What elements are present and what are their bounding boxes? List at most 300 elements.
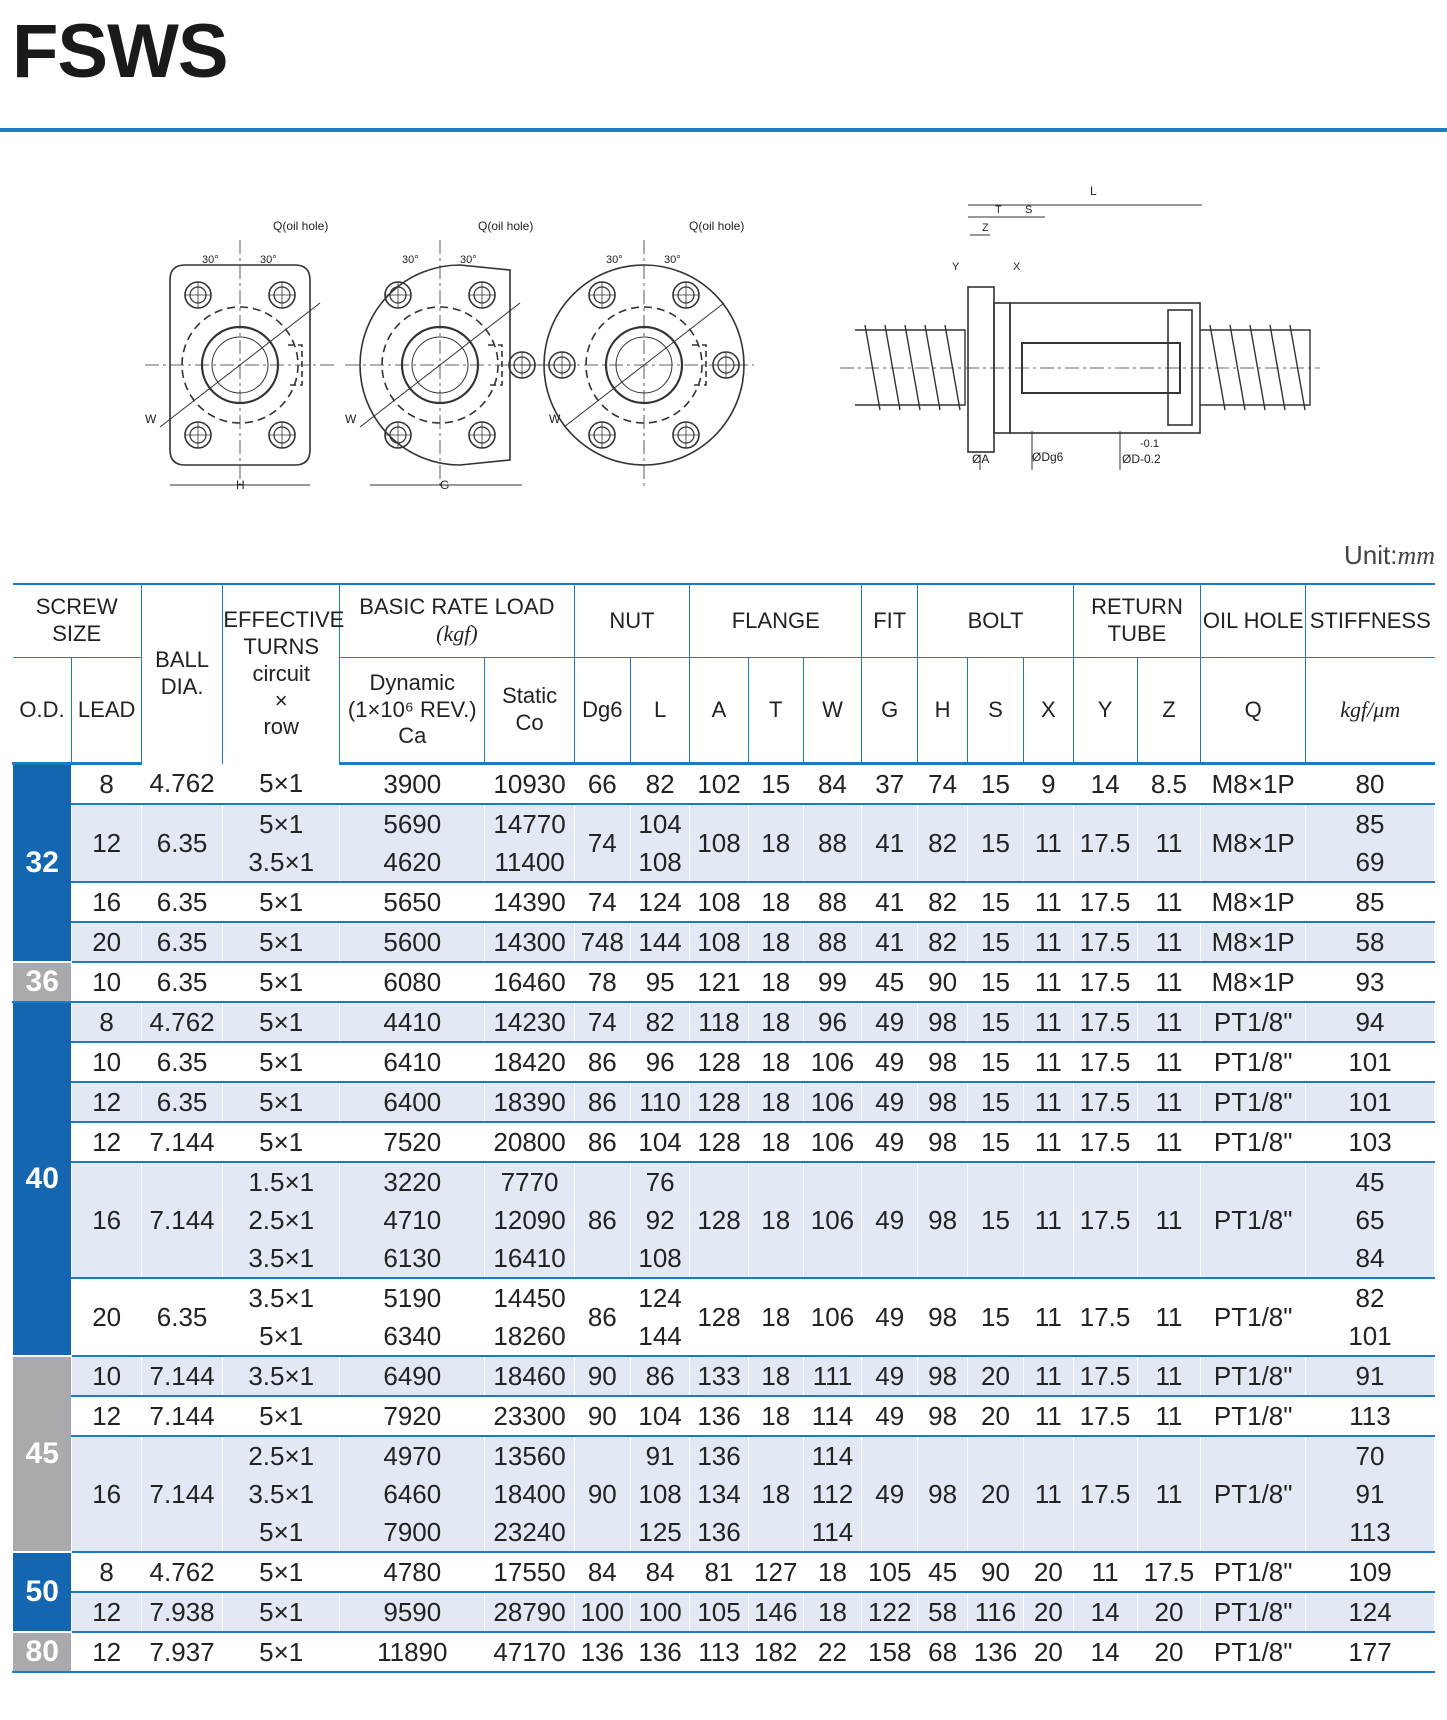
cell-tube-z: 11 (1137, 1122, 1201, 1162)
cell-tube-z: 20 (1137, 1592, 1201, 1632)
cell-stiffness: 45 65 84 (1306, 1162, 1435, 1278)
cell-nut-dg6: 90 (574, 1356, 630, 1396)
hdr-ca: Ca (398, 723, 427, 749)
page-title: FSWS (12, 9, 228, 94)
svg-text:T: T (995, 204, 1002, 216)
hdr-stiffness: STIFFNESS (1306, 584, 1435, 658)
cell-bolt-h: 68 (918, 1632, 968, 1672)
cell-fit-g: 158 (862, 1632, 918, 1672)
cell-tube-y: 11 (1073, 1552, 1137, 1592)
cell-stiffness: 94 (1306, 1002, 1435, 1042)
cell-fit-g: 49 (862, 1002, 918, 1042)
cell-bolt-x: 9 (1024, 764, 1074, 805)
cell-eff-turns: 5×1 3.5×1 (223, 804, 340, 882)
cell-flange-t: 18 (748, 1278, 803, 1356)
cell-fit-g: 49 (862, 1396, 918, 1436)
cell-dynamic-ca: 6490 (340, 1356, 485, 1396)
cell-static-co: 17550 (485, 1552, 574, 1592)
cell-lead: 12 (72, 1082, 141, 1122)
cell-stiffness: 70 91 113 (1306, 1436, 1435, 1552)
cell-nut-dg6: 74 (574, 804, 630, 882)
cell-static-co: 14450 18260 (485, 1278, 574, 1356)
cell-fit-g: 49 (862, 1122, 918, 1162)
cell-flange-t: 18 (748, 1436, 803, 1552)
cell-tube-z: 11 (1137, 1082, 1201, 1122)
cell-lead: 16 (72, 1162, 141, 1278)
cell-tube-y: 17.5 (1073, 1122, 1137, 1162)
hdr-w: W (803, 658, 861, 764)
cell-fit-g: 49 (862, 1436, 918, 1552)
cell-nut-dg6: 136 (574, 1632, 630, 1672)
cell-ball-dia: 7.937 (141, 1632, 223, 1672)
cell-tube-z: 17.5 (1137, 1552, 1201, 1592)
svg-text:Q(oil hole): Q(oil hole) (273, 219, 329, 233)
cell-tube-y: 17.5 (1073, 1082, 1137, 1122)
cell-bolt-x: 11 (1024, 1436, 1074, 1552)
cell-lead: 12 (72, 1396, 141, 1436)
cell-nut-l: 136 (630, 1632, 689, 1672)
cell-tube-z: 11 (1137, 1278, 1201, 1356)
cell-bolt-h: 74 (918, 764, 968, 805)
cell-nut-dg6: 66 (574, 764, 630, 805)
hdr-screw-size: SCREW SIZE (13, 584, 142, 658)
cell-oil-q: PT1/8" (1201, 1042, 1306, 1082)
cell-dynamic-ca: 7520 (340, 1122, 485, 1162)
cell-static-co: 14770 11400 (485, 804, 574, 882)
hdr-z: Z (1137, 658, 1201, 764)
cell-lead: 16 (72, 882, 141, 922)
svg-text:Y: Y (952, 261, 960, 273)
cell-flange-w: 106 (803, 1042, 861, 1082)
cell-flange-w: 106 (803, 1082, 861, 1122)
cell-nut-l: 144 (630, 922, 689, 962)
cell-eff-turns: 3.5×1 (223, 1356, 340, 1396)
cell-bolt-h: 98 (918, 1396, 968, 1436)
hdr-g: G (862, 658, 918, 764)
cell-oil-q: PT1/8" (1201, 1002, 1306, 1042)
cell-nut-l: 86 (630, 1356, 689, 1396)
cell-bolt-h: 82 (918, 804, 968, 882)
cell-ball-dia: 6.35 (141, 922, 223, 962)
cell-bolt-h: 82 (918, 882, 968, 922)
cell-tube-z: 11 (1137, 1396, 1201, 1436)
cell-bolt-s: 15 (967, 882, 1023, 922)
table-row (13, 1082, 1435, 1122)
cell-bolt-h: 98 (918, 1356, 968, 1396)
cell-bolt-s: 90 (967, 1552, 1023, 1592)
cell-flange-w: 88 (803, 882, 861, 922)
cell-tube-z: 11 (1137, 962, 1201, 1002)
cell-bolt-x: 11 (1024, 1002, 1074, 1042)
cell-bolt-x: 20 (1024, 1552, 1074, 1592)
cell-bolt-h: 98 (918, 1002, 968, 1042)
hdr-x: X (1024, 658, 1074, 764)
cell-fit-g: 49 (862, 1162, 918, 1278)
cell-tube-y: 17.5 (1073, 804, 1137, 882)
hdr-flange: FLANGE (690, 584, 862, 658)
cell-static-co: 14230 (485, 1002, 574, 1042)
technical-drawings (120, 184, 1320, 535)
cell-ball-dia: 6.35 (141, 804, 223, 882)
screw-od: 32 (13, 764, 72, 963)
cell-dynamic-ca: 6410 (340, 1042, 485, 1082)
hdr-lead: LEAD (72, 658, 141, 764)
cell-bolt-h: 98 (918, 1278, 968, 1356)
cell-flange-t: 18 (748, 1082, 803, 1122)
cell-oil-q: PT1/8" (1201, 1122, 1306, 1162)
hdr-ball-dia: BALL DIA. (141, 584, 223, 764)
cell-dynamic-ca: 5690 4620 (340, 804, 485, 882)
cell-dynamic-ca: 4780 (340, 1552, 485, 1592)
cell-flange-t: 127 (748, 1552, 803, 1592)
cell-bolt-h: 45 (918, 1552, 968, 1592)
table-row (13, 882, 1435, 922)
cell-tube-y: 14 (1073, 1592, 1137, 1632)
cell-dynamic-ca: 11890 (340, 1632, 485, 1672)
cell-stiffness: 109 (1306, 1552, 1435, 1592)
cell-fit-g: 45 (862, 962, 918, 1002)
cell-oil-q: PT1/8" (1201, 1632, 1306, 1672)
cell-nut-l: 84 (630, 1552, 689, 1592)
hdr-times: × (274, 687, 288, 713)
table-row (13, 1162, 1435, 1278)
svg-text:L: L (1090, 184, 1097, 198)
hdr-l: L (630, 658, 689, 764)
cell-oil-q: PT1/8" (1201, 1082, 1306, 1122)
cell-oil-q: PT1/8" (1201, 1592, 1306, 1632)
cell-oil-q: M8×1P (1201, 882, 1306, 922)
table-row (13, 962, 1435, 1002)
table-row (13, 1002, 1435, 1042)
cell-dynamic-ca: 4410 (340, 1002, 485, 1042)
cell-tube-y: 17.5 (1073, 1162, 1137, 1278)
cell-flange-a: 108 (690, 882, 748, 922)
cell-tube-z: 11 (1137, 1002, 1201, 1042)
cell-dynamic-ca: 3220 4710 6130 (340, 1162, 485, 1278)
cell-bolt-x: 11 (1024, 882, 1074, 922)
cell-nut-dg6: 78 (574, 962, 630, 1002)
table-row (13, 1436, 1435, 1552)
svg-text:W: W (345, 412, 357, 426)
cell-tube-y: 14 (1073, 764, 1137, 805)
nut-view-square (145, 219, 335, 492)
cell-dynamic-ca: 5650 (340, 882, 485, 922)
cell-bolt-x: 11 (1024, 804, 1074, 882)
cell-nut-dg6: 86 (574, 1162, 630, 1278)
cell-flange-t: 182 (748, 1632, 803, 1672)
cell-stiffness: 58 (1306, 922, 1435, 962)
cell-fit-g: 41 (862, 804, 918, 882)
cell-eff-turns: 5×1 (223, 1396, 340, 1436)
cell-tube-z: 20 (1137, 1632, 1201, 1672)
svg-text:S: S (1025, 204, 1033, 216)
cell-bolt-x: 20 (1024, 1632, 1074, 1672)
cell-nut-dg6: 86 (574, 1042, 630, 1082)
cell-flange-w: 18 (803, 1552, 861, 1592)
hdr-basic-load-text: BASIC RATE LOAD (359, 594, 555, 620)
hdr-co: Co (515, 710, 544, 735)
cell-oil-q: PT1/8" (1201, 1396, 1306, 1436)
cell-tube-z: 11 (1137, 922, 1201, 962)
svg-text:W: W (549, 412, 561, 426)
nut-view-round (534, 219, 754, 490)
table-row (13, 922, 1435, 962)
hdr-static (485, 658, 574, 764)
cell-dynamic-ca: 6400 (340, 1082, 485, 1122)
cell-tube-y: 17.5 (1073, 1436, 1137, 1552)
svg-text:-0.1: -0.1 (1140, 438, 1159, 450)
cell-tube-y: 17.5 (1073, 962, 1137, 1002)
cell-nut-dg6: 90 (574, 1396, 630, 1436)
cell-nut-l: 124 (630, 882, 689, 922)
cell-static-co: 7770 12090 16410 (485, 1162, 574, 1278)
svg-text:Z: Z (982, 222, 989, 234)
cell-nut-dg6: 74 (574, 1002, 630, 1042)
cell-nut-l: 82 (630, 1002, 689, 1042)
cell-stiffness: 101 (1306, 1082, 1435, 1122)
cell-ball-dia: 7.144 (141, 1162, 223, 1278)
cell-oil-q: M8×1P (1201, 922, 1306, 962)
cell-lead: 12 (72, 1122, 141, 1162)
cell-flange-a: 128 (690, 1042, 748, 1082)
cell-nut-l: 82 (630, 764, 689, 805)
cell-bolt-x: 11 (1024, 1396, 1074, 1436)
cell-bolt-x: 11 (1024, 1162, 1074, 1278)
hdr-h: H (918, 658, 968, 764)
cell-bolt-s: 20 (967, 1396, 1023, 1436)
cell-bolt-s: 15 (967, 1122, 1023, 1162)
cell-dynamic-ca: 4970 6460 7900 (340, 1436, 485, 1552)
cell-static-co: 18390 (485, 1082, 574, 1122)
cell-bolt-s: 15 (967, 1162, 1023, 1278)
hdr-dynamic (340, 658, 485, 764)
cell-stiffness: 85 (1306, 882, 1435, 922)
table-row (13, 1552, 1435, 1592)
cell-nut-dg6: 84 (574, 1552, 630, 1592)
cell-ball-dia: 7.144 (141, 1356, 223, 1396)
cell-bolt-s: 15 (967, 764, 1023, 805)
cell-ball-dia: 4.762 (141, 1002, 223, 1042)
hdr-y: Y (1073, 658, 1137, 764)
cell-bolt-x: 11 (1024, 1356, 1074, 1396)
cell-eff-turns: 5×1 (223, 882, 340, 922)
cell-flange-a: 105 (690, 1592, 748, 1632)
table-row (13, 1122, 1435, 1162)
cell-flange-a: 108 (690, 922, 748, 962)
cell-nut-l: 110 (630, 1082, 689, 1122)
cell-flange-w: 88 (803, 804, 861, 882)
cell-nut-dg6: 748 (574, 922, 630, 962)
cell-tube-y: 17.5 (1073, 1396, 1137, 1436)
cell-flange-a: 128 (690, 1082, 748, 1122)
cell-nut-l: 104 108 (630, 804, 689, 882)
cell-tube-y: 17.5 (1073, 1002, 1137, 1042)
cell-lead: 20 (72, 1278, 141, 1356)
cell-fit-g: 49 (862, 1278, 918, 1356)
cell-tube-z: 11 (1137, 1162, 1201, 1278)
cell-oil-q: PT1/8" (1201, 1356, 1306, 1396)
cell-eff-turns: 5×1 (223, 1002, 340, 1042)
cell-bolt-x: 11 (1024, 1042, 1074, 1082)
table-row (13, 1042, 1435, 1082)
cell-flange-a: 118 (690, 1002, 748, 1042)
cell-bolt-h: 82 (918, 922, 968, 962)
nut-view-half-round (345, 219, 550, 492)
table-row (13, 1592, 1435, 1632)
hdr-t: T (748, 658, 803, 764)
cell-dynamic-ca: 5190 6340 (340, 1278, 485, 1356)
cell-tube-z: 11 (1137, 1436, 1201, 1552)
cell-fit-g: 41 (862, 922, 918, 962)
cell-lead: 8 (72, 1002, 141, 1042)
cell-stiffness: 93 (1306, 962, 1435, 1002)
cell-eff-turns: 5×1 (223, 962, 340, 1002)
cell-lead: 12 (72, 1592, 141, 1632)
cell-bolt-x: 20 (1024, 1592, 1074, 1632)
cell-lead: 10 (72, 1042, 141, 1082)
cell-tube-z: 8.5 (1137, 764, 1201, 805)
cell-tube-z: 11 (1137, 882, 1201, 922)
hdr-effective-turns (223, 584, 345, 764)
cell-flange-w: 88 (803, 922, 861, 962)
cell-nut-l: 104 (630, 1122, 689, 1162)
svg-text:30°: 30° (202, 254, 219, 266)
cell-flange-w: 106 (803, 1122, 861, 1162)
cell-flange-a: 113 (690, 1632, 748, 1672)
cell-ball-dia: 7.938 (141, 1592, 223, 1632)
cell-flange-w: 99 (803, 962, 861, 1002)
hdr-s: S (967, 658, 1023, 764)
cell-flange-a: 128 (690, 1122, 748, 1162)
cell-nut-dg6: 86 (574, 1082, 630, 1122)
spec-table (12, 583, 1435, 1673)
cell-static-co: 13560 18400 23240 (485, 1436, 574, 1552)
cell-dynamic-ca: 3900 (340, 764, 485, 805)
cell-eff-turns: 5×1 (223, 1592, 340, 1632)
cell-flange-t: 18 (748, 1042, 803, 1082)
cell-eff-turns: 5×1 (223, 1632, 340, 1672)
cell-fit-g: 49 (862, 1042, 918, 1082)
cell-tube-y: 17.5 (1073, 1042, 1137, 1082)
cell-flange-a: 128 (690, 1278, 748, 1356)
cell-nut-l: 76 92 108 (630, 1162, 689, 1278)
svg-text:H: H (236, 478, 245, 492)
cell-stiffness: 80 (1306, 764, 1435, 805)
cell-flange-t: 15 (748, 764, 803, 805)
cell-lead: 12 (72, 1632, 141, 1672)
cell-eff-turns: 5×1 (223, 1042, 340, 1082)
cell-oil-q: M8×1P (1201, 962, 1306, 1002)
cell-dynamic-ca: 5600 (340, 922, 485, 962)
cell-flange-a: 136 (690, 1396, 748, 1436)
hdr-dynamic-text: Dynamic (369, 669, 456, 695)
cell-bolt-s: 20 (967, 1356, 1023, 1396)
cell-static-co: 20800 (485, 1122, 574, 1162)
cell-oil-q: M8×1P (1201, 804, 1306, 882)
cell-flange-a: 81 (690, 1552, 748, 1592)
unit-label: Unit:mm (1343, 540, 1435, 570)
cell-nut-dg6: 100 (574, 1592, 630, 1632)
screw-od: 80 (13, 1632, 72, 1672)
hdr-return-tube: RETURN TUBE (1073, 584, 1201, 658)
hdr-circuit: circuit (252, 660, 310, 686)
cell-dynamic-ca: 6080 (340, 962, 485, 1002)
svg-text:W: W (145, 412, 157, 426)
svg-text:Q(oil hole): Q(oil hole) (689, 219, 745, 233)
cell-flange-t: 18 (748, 1356, 803, 1396)
table-row (13, 764, 1435, 805)
cell-bolt-h: 98 (918, 1042, 968, 1082)
cell-bolt-h: 98 (918, 1122, 968, 1162)
cell-bolt-s: 15 (967, 804, 1023, 882)
cell-bolt-h: 98 (918, 1082, 968, 1122)
hdr-fit: FIT (862, 584, 918, 658)
cell-bolt-s: 15 (967, 1082, 1023, 1122)
hdr-dynamic-rev: (1×10⁶ REV.) (347, 696, 477, 722)
cell-oil-q: PT1/8" (1201, 1278, 1306, 1356)
cell-static-co: 14390 (485, 882, 574, 922)
cell-bolt-s: 15 (967, 962, 1023, 1002)
screw-od: 40 (13, 1002, 72, 1356)
svg-text:30°: 30° (664, 254, 681, 266)
cell-bolt-x: 11 (1024, 1122, 1074, 1162)
table-row (13, 1278, 1435, 1356)
cell-nut-l: 95 (630, 962, 689, 1002)
svg-text:G: G (440, 478, 450, 492)
cell-tube-y: 17.5 (1073, 1356, 1137, 1396)
cell-flange-w: 106 (803, 1278, 861, 1356)
cell-bolt-s: 15 (967, 1278, 1023, 1356)
cell-oil-q: PT1/8" (1201, 1436, 1306, 1552)
cell-eff-turns: 1.5×1 2.5×1 3.5×1 (223, 1162, 340, 1278)
svg-text:30°: 30° (460, 254, 477, 266)
cell-fit-g: 49 (862, 1356, 918, 1396)
cell-tube-z: 11 (1137, 1356, 1201, 1396)
cell-static-co: 28790 (485, 1592, 574, 1632)
cell-bolt-x: 11 (1024, 1082, 1074, 1122)
cell-bolt-s: 116 (967, 1592, 1023, 1632)
cell-ball-dia: 6.35 (141, 1082, 223, 1122)
title-rule (0, 128, 1447, 132)
cell-flange-a: 128 (690, 1162, 748, 1278)
hdr-od: O.D. (13, 658, 72, 764)
hdr-dg6: Dg6 (574, 658, 630, 764)
table-row (13, 1356, 1435, 1396)
table-row (13, 804, 1435, 882)
cell-flange-a: 108 (690, 804, 748, 882)
cell-eff-turns: 2.5×1 3.5×1 5×1 (223, 1436, 340, 1552)
cell-bolt-h: 90 (918, 962, 968, 1002)
cell-static-co: 18460 (485, 1356, 574, 1396)
nut-side-view (840, 184, 1320, 470)
cell-flange-a: 121 (690, 962, 748, 1002)
cell-stiffness: 101 (1306, 1042, 1435, 1082)
cell-nut-l: 96 (630, 1042, 689, 1082)
screw-od: 36 (13, 962, 72, 1002)
cell-flange-t: 18 (748, 882, 803, 922)
cell-lead: 10 (72, 1356, 141, 1396)
svg-text:30°: 30° (606, 254, 623, 266)
screw-od: 45 (13, 1356, 72, 1552)
cell-flange-w: 84 (803, 764, 861, 805)
cell-eff-turns: 5×1 (223, 1082, 340, 1122)
cell-stiffness: 113 (1306, 1396, 1435, 1436)
cell-flange-t: 18 (748, 962, 803, 1002)
cell-fit-g: 105 (862, 1552, 918, 1592)
svg-text:30°: 30° (402, 254, 419, 266)
cell-flange-t: 146 (748, 1592, 803, 1632)
hdr-eff-turns-text: EFFECTIVE TURNS (223, 607, 345, 659)
